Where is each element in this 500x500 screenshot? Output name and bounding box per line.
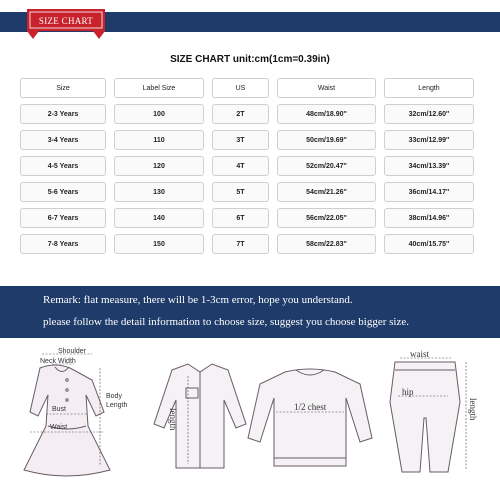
label-half-chest: 1/2 chest [294, 402, 327, 412]
label-pants-length: length [468, 398, 478, 421]
table-cell: 48cm/18.90'' [277, 104, 376, 124]
size-chart-ribbon [27, 9, 105, 39]
table-header-cell: Length [384, 78, 474, 98]
table-cell: 5T [212, 182, 269, 202]
table-cell: 2-3 Years [20, 104, 106, 124]
table-cell: 4T [212, 156, 269, 176]
size-table [20, 78, 482, 254]
table-cell: 3-4 Years [20, 130, 106, 150]
table-cell: 58cm/22.83'' [277, 234, 376, 254]
table-cell: 2T [212, 104, 269, 124]
table-cell: 56cm/22.05'' [277, 208, 376, 228]
table-header-cell: Label Size [114, 78, 204, 98]
table-cell: 6T [212, 208, 269, 228]
table-cell: 100 [114, 104, 204, 124]
table-cell: 6-7 Years [20, 208, 106, 228]
table-cell: 140 [114, 208, 204, 228]
label-shirt-length: length [168, 408, 178, 431]
chart-title: SIZE CHART unit:cm(1cm=0.39in) [170, 54, 330, 65]
table-cell: 32cm/12.60'' [384, 104, 474, 124]
table-cell: 4-5 Years [20, 156, 106, 176]
label-pants-waist: waist [410, 349, 429, 359]
table-cell: 7-8 Years [20, 234, 106, 254]
table-cell: 33cm/12.99'' [384, 130, 474, 150]
remark-banner [0, 286, 500, 338]
table-cell: 54cm/21.26'' [277, 182, 376, 202]
label-bust: Bust [52, 406, 67, 413]
label-hip: hip [402, 387, 414, 397]
table-header-cell: Waist [277, 78, 376, 98]
table-cell: 5-6 Years [20, 182, 106, 202]
remark-line-2: please follow the detail information to choose size, suggest you choose bigger size. [43, 316, 409, 328]
table-cell: 150 [114, 234, 204, 254]
table-cell: 52cm/20.47'' [277, 156, 376, 176]
table-header-cell: US [212, 78, 269, 98]
measurement-diagrams [0, 340, 500, 500]
label-length: Length [106, 402, 128, 409]
label-shoulder: Shoulder [58, 348, 87, 355]
label-body: Body [106, 393, 122, 400]
table-cell: 130 [114, 182, 204, 202]
table-cell: 34cm/13.39'' [384, 156, 474, 176]
table-cell: 50cm/19.69'' [277, 130, 376, 150]
table-cell: 3T [212, 130, 269, 150]
remark-line-1: Remark: flat measure, there will be 1-3cm error, hope you understand. [43, 294, 353, 306]
table-cell: 120 [114, 156, 204, 176]
table-cell: 40cm/15.75'' [384, 234, 474, 254]
table-cell: 7T [212, 234, 269, 254]
label-neck-width: Neck Width [40, 358, 76, 365]
table-header-cell: Size [20, 78, 106, 98]
table-cell: 38cm/14.96'' [384, 208, 474, 228]
table-cell: 36cm/14.17'' [384, 182, 474, 202]
ribbon-label: SIZE CHART [38, 16, 94, 26]
label-waist: Waist [50, 424, 68, 431]
table-cell: 110 [114, 130, 204, 150]
